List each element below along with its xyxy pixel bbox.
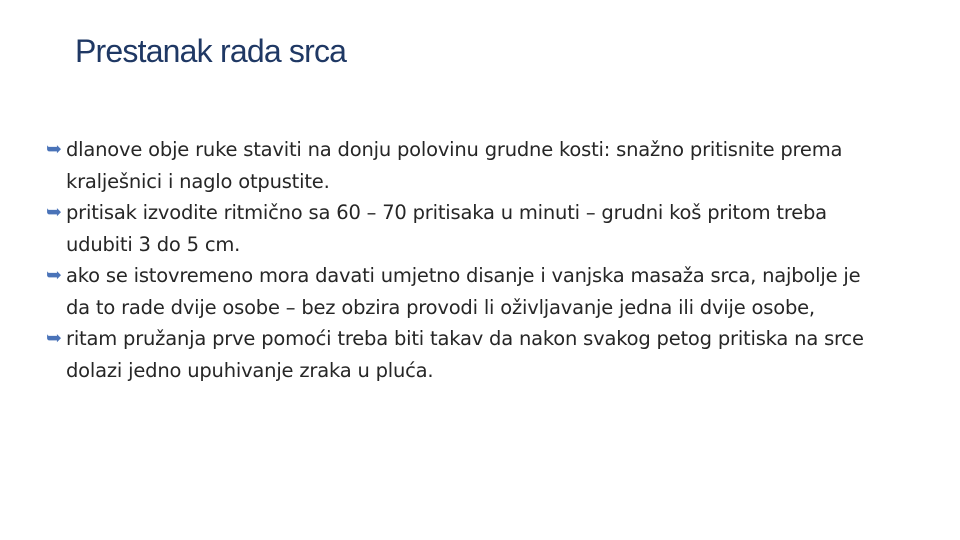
curved-arrow-bullet-icon: ➥ bbox=[46, 138, 62, 160]
bullet-text: dlanove obje ruke staviti na donju polovinu grudne kosti: snažno pritisnite prema kralješnici i naglo otpustite. bbox=[66, 138, 843, 193]
bullet-text: ako se istovremeno mora davati umjetno disanje i vanjska masaža srca, najbolje je da to rade dvije osobe – bez obzira provodi li oživljavanje jedna ili dvije osobe, bbox=[66, 264, 861, 319]
bullet-text: pritisak izvodite ritmično sa 60 – 70 pritisaka u minuti – grudni koš pritom treba udubiti 3 do 5 cm. bbox=[66, 201, 827, 256]
curved-arrow-bullet-icon: ➥ bbox=[46, 264, 62, 286]
bullet-text: ritam pružanja prve pomoći treba biti takav da nakon svakog petog pritiska na srce dolazi jedno upuhivanje zraka u pluća. bbox=[66, 327, 864, 382]
bullet-item bbox=[46, 323, 866, 386]
bullet-item bbox=[46, 197, 866, 260]
bullet-list bbox=[46, 134, 866, 386]
bullet-item bbox=[46, 134, 866, 197]
curved-arrow-bullet-icon: ➥ bbox=[46, 327, 62, 349]
curved-arrow-bullet-icon: ➥ bbox=[46, 201, 62, 223]
slide-title: Prestanak rada srca bbox=[75, 33, 347, 69]
bullet-item bbox=[46, 260, 866, 323]
